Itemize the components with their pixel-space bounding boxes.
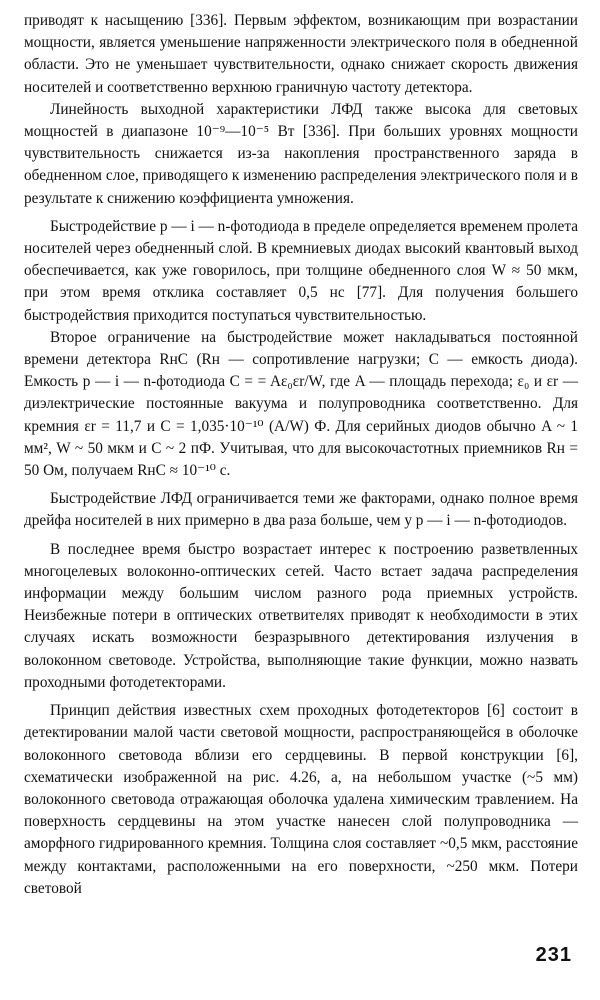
paragraph-3: Быстродействие p — i — n-фотодиода в пределе определяется временем пролета носителей через обедненный слой. В кремниевых диодах высокий квантовый выход обеспечивается, как уже говорилось, при толщине обедненного слоя W ≈ 50 мкм, при этом время отклика составляет 0,5 нс [77]. Для получения большего быстродействия приходится поступаться чувствительностью.: [24, 217, 578, 324]
paragraph-6: В последнее время быстро возрастает интерес к построению разветвленных многоцелевых волоконно-оптических сетей. Часто встает задача распределения информации между большим числом разного рода приемных устройств. Неизбежные потери в оптических ответвителях приводят к необходимости в этих случаях искать возможности безразрывного детектирования излучения в волоконном световоде. Устройства, выполняющие такие функции, можно назвать проходными фотодетекторами.: [24, 540, 578, 691]
page-number: 231: [535, 944, 572, 966]
paragraph-5: Быстродействие ЛФД ограничивается теми же факторами, однако полное время дрейфа носителей в них примерно в два раза больше, чем у p — i — n-фотодиодов.: [24, 490, 578, 530]
paragraph-2: Линейность выходной характеристики ЛФД также высока для световых мощностей в диапазоне 10⁻⁹—10⁻⁵ Вт [336]. При больших уровнях мощности чувствительность снижается из-за накопления пространственного заряда в обедненном слое, приводящего к изменению распределения электрического поля и в результате к снижению коэффициента умножения.: [24, 100, 578, 207]
paragraph-1: приводят к насыщению [336]. Первым эффектом, возникающим при возрастании мощности, является уменьшение напряженности электрического поля в обедненной области. Это не уменьшает чувствительности, однако снижает скорость движения носителей и соответственно верхнюю граничную частоту детектора.: [24, 12, 578, 96]
paragraph-4: Второе ограничение на быстродействие может накладываться постоянной времени детектора RнC (Rн — сопротивление нагрузки; C — емкость диода). Емкость p — i — n-фотодиода C = = Aε₀εr/W, где A — площадь перехода; ε₀ и εr — диэлектрические постоянные вакуума и полупроводника соответственно. Для кремния εr = 11,7 и C = 1,035·10⁻¹⁰ (A/W) Ф. Для серийных диодов обычно A ~ 1 мм², W ~ 50 мкм и C ~ 2 пФ. Учитывая, что для высокочастотных приемников Rн = 50 Ом, получаем RнC ≈ 10⁻¹⁰ с.: [24, 328, 578, 480]
paragraph-7: Принцип действия известных схем проходных фотодетекторов [6] состоит в детектировании малой части световой мощности, распространяющейся в оболочке волоконного световода вблизи его сердцевины. В первой конструкции [6], схематически изображенной на рис. 4.26, a, на небольшом участке (~5 мм) волоконного световода отражающая оболочка удалена химическим травлением. На поверхность сердцевины на этом участке нанесен слой полупроводника — аморфного гидрированного кремния. Толщина слоя составляет ~0,5 мкм, расстояние между контактами, расположенными на его поверхности, ~250 мкм. Потери световой: [24, 702, 578, 897]
